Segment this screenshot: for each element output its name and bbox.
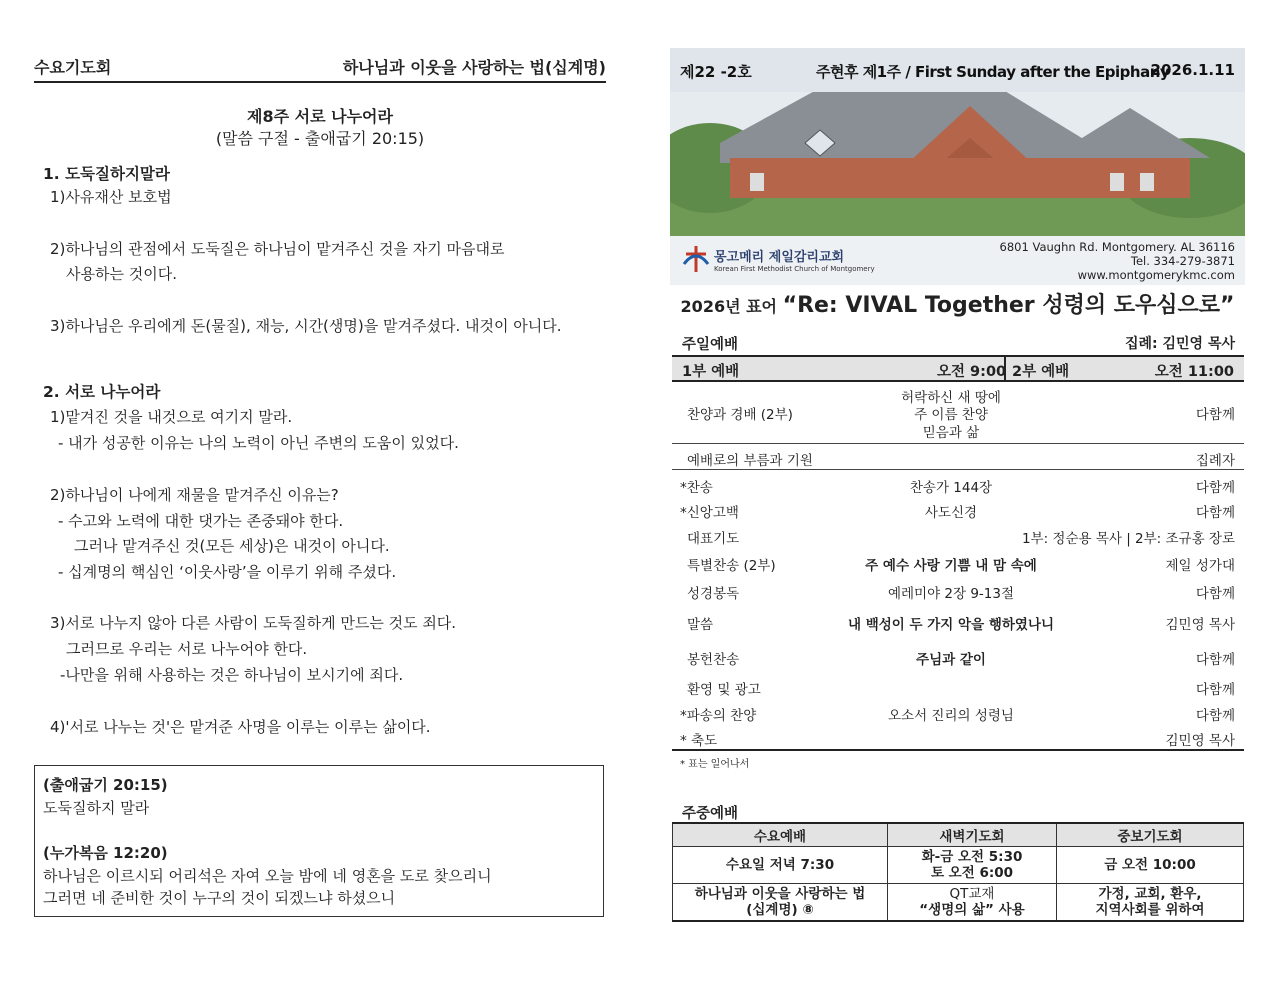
order-content: 예레미야 2장 9-13절 bbox=[887, 586, 1015, 602]
order-by: 다함께 bbox=[1195, 708, 1235, 724]
church-address: 6801 Vaughn Rd. Montgomery. AL 36116 bbox=[999, 240, 1235, 254]
order-by: 김민영 목사 bbox=[1165, 733, 1235, 749]
scripture-ref: (누가복음 12:20) bbox=[43, 844, 168, 862]
section-1-line: 1)사유재산 보호법 bbox=[50, 188, 172, 206]
service-1-name: 1부 예배 bbox=[682, 364, 740, 380]
intercession-time: 금 오전 10:00 bbox=[1057, 847, 1244, 884]
service-1-time: 오전 9:00 bbox=[937, 364, 1007, 380]
order-item: 특별찬송 (2부) bbox=[687, 558, 776, 574]
order-content: 주님과 같이 bbox=[916, 652, 986, 668]
order-item: 봉헌찬송 bbox=[687, 652, 740, 668]
section-2-line: -나만을 위해 사용하는 것은 하나님이 보시기에 죄다. bbox=[60, 666, 404, 684]
order-item: 예배로의 부름과 기원 bbox=[687, 453, 813, 469]
section-2-line: 그러므로 우리는 서로 나누어야 한다. bbox=[66, 640, 308, 658]
order-item: *신앙고백 bbox=[680, 505, 739, 521]
church-name-korean: 몽고메리 제일감리교회 bbox=[714, 250, 845, 265]
table-header: 새벽기도회 bbox=[888, 823, 1057, 847]
section-1-line: 3)하나님은 우리에게 돈(물질), 재능, 시간(생명)을 맡겨주셨다. 내것이 아니다. bbox=[50, 317, 562, 335]
order-content: 내 백성이 두 가지 악을 행하였나니 bbox=[847, 617, 1055, 633]
year-motto bbox=[670, 288, 1245, 319]
order-by: 김민영 목사 bbox=[1165, 617, 1235, 633]
weekday-worship-title: 주중예배 bbox=[682, 806, 739, 822]
motto-text: “Re: VIVAL Together 성령의 도우심으로” bbox=[782, 293, 1235, 318]
scripture-box bbox=[34, 765, 604, 917]
order-item: 대표기도 bbox=[687, 531, 740, 547]
bulletin-header-bar bbox=[670, 48, 1245, 92]
order-content: 믿음과 삶 bbox=[922, 425, 980, 441]
bulletin-date: 2026.1.11 bbox=[1150, 61, 1235, 79]
section-2-line: - 십계명의 핵심인 ‘이웃사랑’을 이루기 위해 주셨다. bbox=[58, 563, 397, 581]
standing-note: * 표는 일어나서 bbox=[680, 759, 750, 770]
dawn-prayer-time: 화-금 오전 5:30 토 오전 6:00 bbox=[888, 847, 1057, 884]
order-item: 말씀 bbox=[687, 617, 714, 633]
order-item: 환영 및 광고 bbox=[687, 682, 761, 698]
lesson-subtitle: (말씀 구절 - 출애굽기 20:15) bbox=[215, 129, 425, 148]
section-2-line: - 수고와 노력에 대한 댓가는 존중돼야 한다. bbox=[58, 512, 344, 530]
section-2-heading: 2. 서로 나누어라 bbox=[43, 383, 161, 401]
section-2-line: - 내가 성공한 이유는 나의 노력이 아닌 주변의 도움이 있었다. bbox=[58, 434, 459, 452]
order-content: 오소서 진리의 성령님 bbox=[888, 708, 1014, 724]
occasion: 주현후 제1주 / First Sunday after the Epiphany bbox=[816, 63, 1170, 81]
section-2-line: 2)하나님이 나에게 재물을 맡겨주신 이유는? bbox=[50, 486, 339, 504]
wednesday-topic: 하나님과 이웃을 사랑하는 법 (십계명) ⑧ bbox=[673, 884, 888, 922]
section-1-line: 2)하나님의 관점에서 도둑질은 하나님이 맡겨주신 것을 자기 마음대로 bbox=[50, 240, 505, 258]
order-content: 주 이름 찬양 bbox=[914, 407, 988, 423]
scripture-text: 하나님은 이르시되 어리석은 자여 오늘 밤에 네 영혼을 도로 찾으리니 bbox=[43, 867, 492, 885]
order-content: 허락하신 새 땅에 bbox=[901, 390, 1001, 406]
order-by: 집례자 bbox=[1195, 453, 1235, 469]
church-tel: Tel. 334-279-3871 bbox=[1130, 254, 1235, 268]
issue-number: 제22 -2호 bbox=[680, 63, 752, 81]
order-by: 다함께 bbox=[1195, 682, 1235, 698]
sunday-worship-title: 주일예배 bbox=[682, 337, 739, 353]
lesson-title: 제8주 서로 나누어라 bbox=[247, 107, 393, 126]
table-header: 수요예배 bbox=[673, 823, 888, 847]
scripture-text: 도둑질하지 말라 bbox=[43, 799, 150, 817]
weekday-services-table bbox=[672, 822, 1244, 922]
header-title: 수요기도회 bbox=[34, 58, 112, 77]
scripture-ref: (출애굽기 20:15) bbox=[43, 776, 168, 794]
church-logo-icon bbox=[682, 244, 710, 274]
order-item: 찬양과 경배 (2부) bbox=[687, 407, 793, 423]
order-content: 주 예수 사랑 기쁨 내 맘 속에 bbox=[865, 558, 1037, 574]
section-2-line: 그러나 맡겨주신 것(모든 세상)은 내것이 아니다. bbox=[74, 537, 390, 555]
order-item: 성경봉독 bbox=[687, 586, 740, 602]
order-item: * 축도 bbox=[680, 733, 718, 749]
presider: 집례: 김민영 목사 bbox=[1124, 336, 1235, 352]
intercession-topic: 가정, 교회, 환우, 지역사회를 위하여 bbox=[1057, 884, 1244, 922]
left-page-header bbox=[34, 55, 606, 83]
scripture-text: 그러면 네 준비한 것이 누구의 것이 되겠느냐 하셨으니 bbox=[43, 889, 396, 907]
section-2-line: 1)맡겨진 것을 내것으로 여기지 말라. bbox=[50, 408, 293, 426]
church-website[interactable]: www.montgomerykmc.com bbox=[1077, 268, 1235, 282]
order-by: 다함께 bbox=[1195, 652, 1235, 668]
order-content: 찬송가 144장 bbox=[909, 480, 993, 496]
order-by: 제일 성가대 bbox=[1165, 558, 1235, 574]
order-by: 다함께 bbox=[1195, 505, 1235, 521]
section-1-line: 사용하는 것이다. bbox=[66, 265, 177, 283]
service-2-name: 2부 예배 bbox=[1012, 364, 1070, 380]
church-banner bbox=[670, 48, 1245, 285]
wednesday-time: 수요일 저녁 7:30 bbox=[673, 847, 888, 884]
table-header: 중보기도회 bbox=[1057, 823, 1244, 847]
order-item: *찬송 bbox=[680, 480, 713, 496]
order-by: 다함께 bbox=[1195, 480, 1235, 496]
motto-prefix: 2026년 표어 bbox=[680, 297, 778, 316]
section-2-line: 3)서로 나누지 않아 다른 사람이 도둑질하게 만드는 것도 죄다. bbox=[50, 614, 457, 632]
order-by: 다함께 bbox=[1195, 586, 1235, 602]
section-1-heading: 1. 도둑질하지말라 bbox=[43, 165, 170, 183]
service-times-bar bbox=[672, 355, 1244, 382]
order-item: *파송의 찬양 bbox=[680, 708, 757, 724]
church-name-english: Korean First Methodist Church of Montgomery bbox=[714, 265, 875, 273]
order-content: 사도신경 bbox=[924, 505, 978, 521]
section-2-line: 4)'서로 나누는 것'은 맡겨준 사명을 이루는 이루는 삶이다. bbox=[50, 718, 431, 736]
dawn-prayer-material: QT교재 “생명의 삶” 사용 bbox=[888, 884, 1057, 922]
service-2-time: 오전 11:00 bbox=[1154, 364, 1234, 380]
order-by: 1부: 정순용 목사 | 2부: 조규홍 장로 bbox=[1021, 531, 1235, 547]
header-series: 하나님과 이웃을 사랑하는 법(십계명) bbox=[342, 58, 606, 77]
order-by: 다함께 bbox=[1195, 407, 1235, 423]
